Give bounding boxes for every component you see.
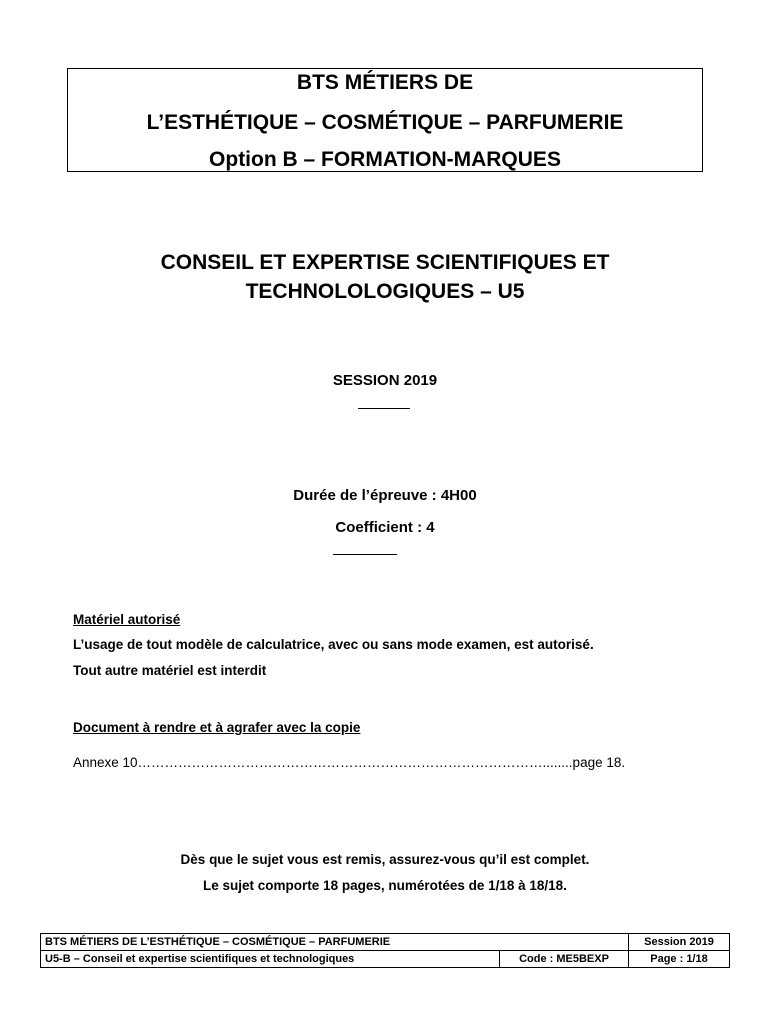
subject-title	[0, 248, 770, 306]
footer-code: Code : ME5BEXP	[500, 951, 629, 968]
materiel-line-2: Tout autre matériel est interdit	[73, 663, 267, 678]
footer-page: Page : 1/18	[629, 951, 730, 968]
footer-row-1	[41, 934, 730, 951]
coefficient-label: Coefficient : 4	[335, 519, 435, 536]
footer-row-2	[41, 951, 730, 968]
footer-session: Session 2019	[629, 934, 730, 951]
final-note-line-2: Le sujet comporte 18 pages, numérotées de 1/18 à 18/18.	[203, 878, 567, 893]
annexe-line: Annexe 10………………………………………………………………………………........page 18.	[73, 755, 626, 770]
materiel-title: Matériel autorisé	[73, 612, 181, 627]
materiel-line-1: L’usage de tout modèle de calculatrice, avec ou sans mode examen, est autorisé.	[73, 637, 594, 652]
session-label: SESSION 2019	[332, 372, 438, 389]
subject-title-line-1: CONSEIL ET EXPERTISE SCIENTIFIQUES ET	[160, 251, 610, 274]
document-title: Document à rendre et à agrafer avec la copie	[73, 720, 361, 735]
header-title-line-1: BTS MÉTIERS DE	[296, 71, 474, 94]
footer-table	[40, 933, 730, 968]
final-note-line-1: Dès que le sujet vous est remis, assurez-vous qu’il est complet.	[180, 852, 590, 867]
duration-label: Durée de l’épreuve : 4H00	[293, 487, 477, 504]
header-box	[67, 68, 703, 172]
coefficient-divider	[333, 554, 397, 555]
footer-unit-title: U5-B – Conseil et expertise scientifiques et technologiques	[41, 951, 500, 968]
header-option-line: Option B – FORMATION-MARQUES	[209, 148, 561, 171]
header-title-line-2: L’ESTHÉTIQUE – COSMÉTIQUE – PARFUMERIE	[146, 111, 624, 134]
subject-title-line-2: TECHNOLOLOGIQUES – U5	[245, 280, 525, 303]
session-divider	[358, 408, 410, 409]
footer-bts-title: BTS MÉTIERS DE L’ESTHÉTIQUE – COSMÉTIQUE – PARFUMERIE	[41, 934, 629, 951]
